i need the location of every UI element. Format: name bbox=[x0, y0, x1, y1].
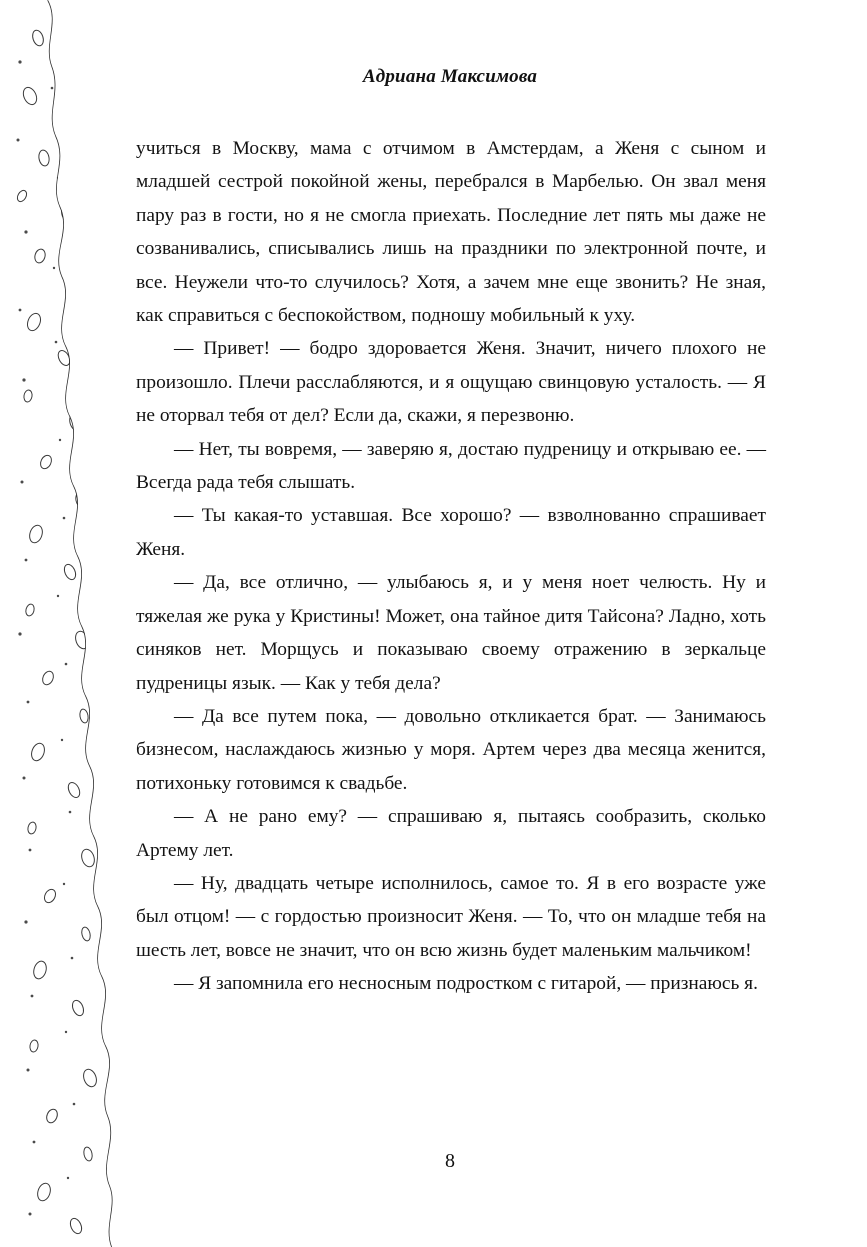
torn-paper-edge-decoration bbox=[0, 0, 130, 1247]
running-head: Адриана Максимова bbox=[362, 66, 538, 87]
paragraph: — Да все путем пока, — довольно откликается брат. — Занимаюсь бизнесом, наслаждаюсь жизнью у моря. Артем через два месяца женится, потихоньку готовимся к свадьбе. bbox=[136, 705, 766, 794]
paragraph: — Нет, ты вовремя, — заверяю я, достаю пудреницу и открываю ее. — Всегда рада тебя слышать. bbox=[136, 438, 766, 494]
paragraph: — А не рано ему? — спрашиваю я, пытаясь сообразить, сколько Артему лет. bbox=[136, 806, 766, 861]
paragraph: — Ты какая-то уставшая. Все хорошо? — взволнованно спрашивает Женя. bbox=[136, 505, 766, 560]
paragraph: — Я запомнила его несносным подростком с гитарой, — признаюсь я. bbox=[174, 973, 758, 995]
paragraph: — Ну, двадцать четыре исполнилось, самое то. Я в его возрасте уже был отцом! — с гордостью произносит Женя. — То, что он младше тебя на шесть лет, вовсе не значит, что он всю жизнь будет маленьким мальчиком! bbox=[136, 872, 766, 961]
paragraph: — Да, все отлично, — улыбаюсь я, и у меня ноет челюсть. Ну и тяжелая же рука у Кристины! Может, она тайное дитя Тайсона? Ладно, хоть синяков нет. Морщусь и показываю своему отражению в зеркальце пудреницы язык. — Как у тебя дела? bbox=[136, 572, 766, 694]
page-number: 8 bbox=[445, 1150, 455, 1172]
paragraph: учиться в Москву, мама с отчимом в Амстердам, а Женя с сыном и младшей сестрой покойной жены, перебрался в Марбелью. Он звал меня пару раз в гости, но я не смогла приехать. Последние лет пять мы даже не созванивались, списывались лишь на праздники по электронной почте, и все. Неужели что-то случилось? Хотя, а зачем мне еще звонить? Не зная, как справиться с беспокойством, подношу мобильный к уху. bbox=[136, 138, 766, 327]
paragraph: — Привет! — бодро здоровается Женя. Значит, ничего плохого не произошло. Плечи расслабляются, и я ощущаю свинцовую усталость. — Я не оторвал тебя от дел? Если да, скажи, я перезвоню. bbox=[136, 338, 766, 427]
body-text-column bbox=[136, 132, 766, 1001]
